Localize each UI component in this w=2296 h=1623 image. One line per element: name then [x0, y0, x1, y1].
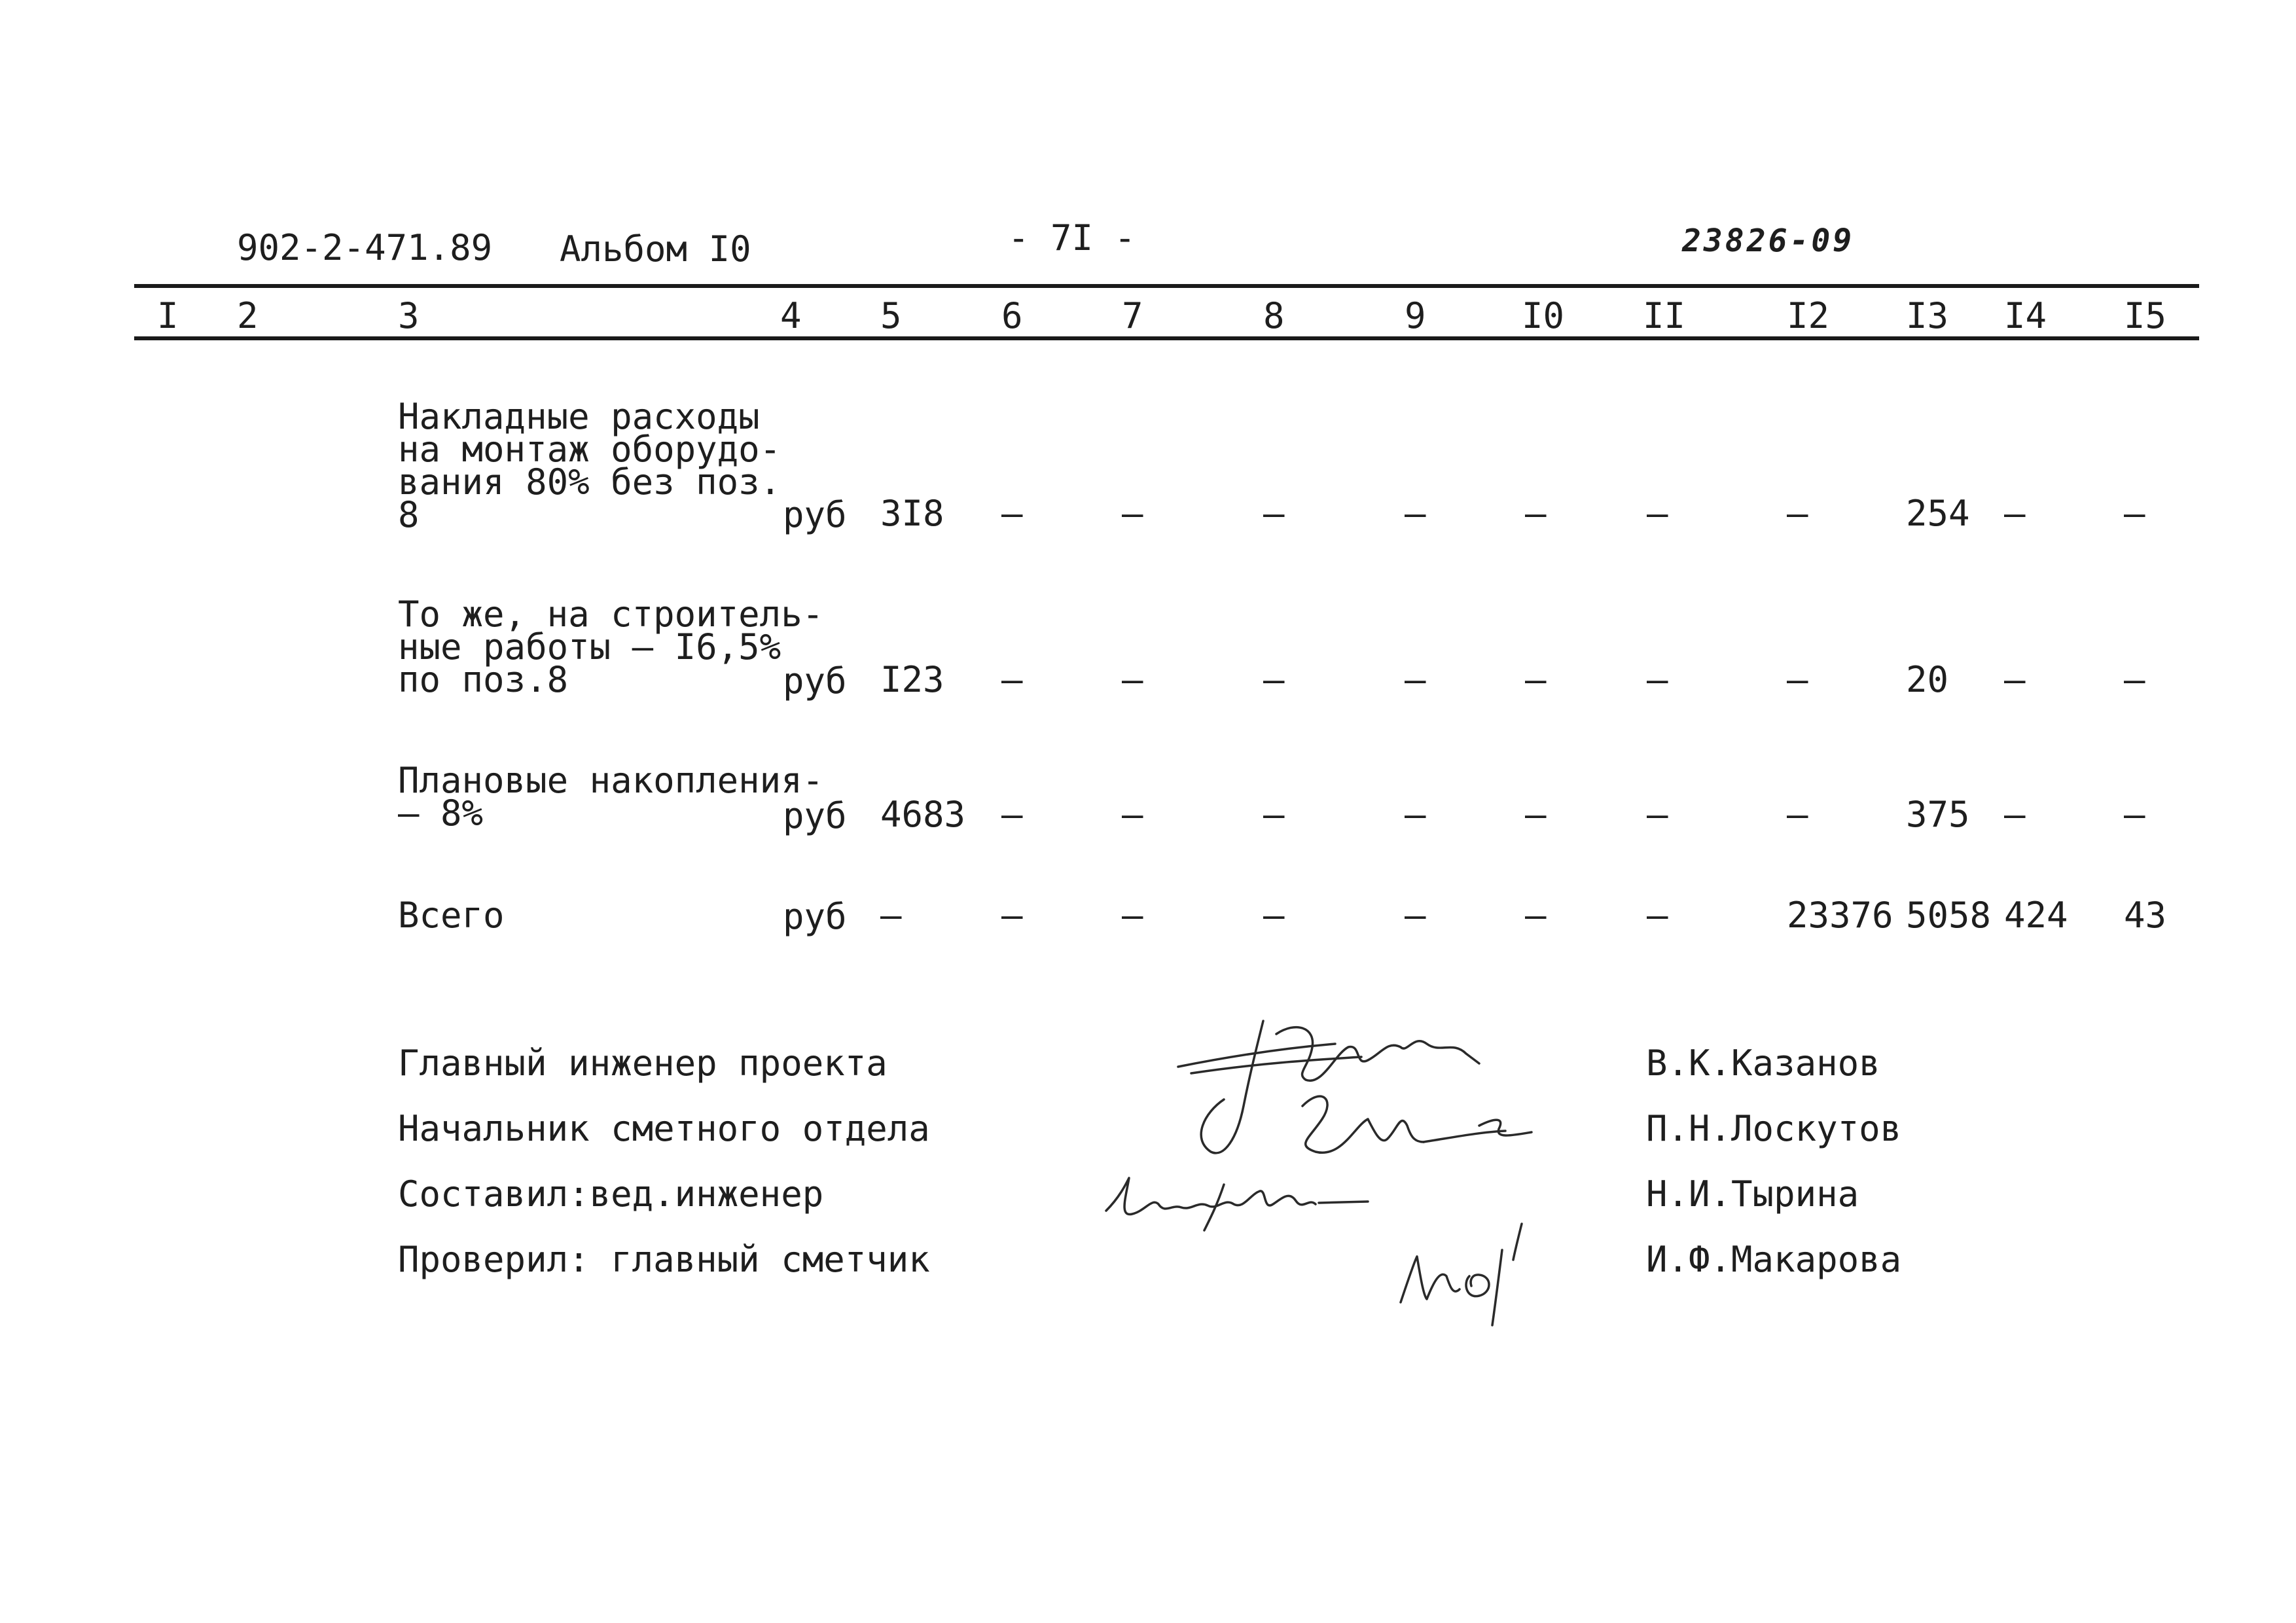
- signatory-name: П.Н.Лоскутов: [1646, 1108, 1902, 1149]
- column-header: II: [1643, 295, 1686, 336]
- cell-col6: –: [1001, 659, 1023, 700]
- cell-col14: –: [2004, 794, 2026, 835]
- column-header: 2: [237, 295, 259, 336]
- cell-col14: 424: [2004, 895, 2068, 936]
- signatory-name: В.К.Казанов: [1646, 1043, 1880, 1084]
- column-header: 9: [1405, 295, 1426, 336]
- row-description: То же, на строитель- ные работы – I6,5% по поз.8: [398, 594, 824, 700]
- cell-col9: –: [1405, 659, 1426, 700]
- cell-col8: –: [1263, 659, 1285, 700]
- signatory-name: Н.И.Тырина: [1646, 1173, 1859, 1215]
- column-header: 8: [1263, 295, 1285, 336]
- column-header: I4: [2004, 295, 2047, 336]
- signature-estimate-head: [1283, 1080, 1545, 1171]
- cell-col8: –: [1263, 895, 1285, 936]
- cell-col7: –: [1122, 794, 1143, 835]
- signature-engineer: [1093, 1158, 1388, 1237]
- cell-col11: –: [1647, 895, 1668, 936]
- cell-col14: –: [2004, 493, 2026, 534]
- row-description: Плановые накопления- – 8%: [398, 760, 824, 834]
- header-top-rule: [134, 284, 2199, 288]
- cell-col10: –: [1525, 493, 1547, 534]
- column-header: I2: [1787, 295, 1830, 336]
- signatory-name: И.Ф.Макарова: [1646, 1239, 1902, 1280]
- cell-col9: –: [1405, 895, 1426, 936]
- cell-col11: –: [1647, 659, 1668, 700]
- cell-col5: 4683: [880, 794, 966, 835]
- row-unit: руб: [783, 896, 847, 937]
- cell-col10: –: [1525, 659, 1547, 700]
- cell-col15: –: [2124, 659, 2145, 700]
- column-header: 4: [780, 295, 802, 336]
- cell-col5: 3I8: [880, 493, 944, 534]
- cell-col6: –: [1001, 493, 1023, 534]
- column-header: 6: [1001, 295, 1023, 336]
- cell-col13: 5058: [1906, 895, 1992, 936]
- page-number: - 7I -: [1008, 217, 1136, 259]
- cell-col11: –: [1647, 794, 1668, 835]
- album-label: Альбом I0: [560, 228, 751, 270]
- cell-col10: –: [1525, 895, 1547, 936]
- row-unit: руб: [783, 660, 847, 702]
- cell-col7: –: [1122, 895, 1143, 936]
- cell-col13: 254: [1906, 493, 1970, 534]
- cell-col12: –: [1787, 659, 1808, 700]
- signatory-position: Главный инженер проекта: [398, 1043, 888, 1084]
- column-header: 5: [880, 295, 902, 336]
- cell-col7: –: [1122, 659, 1143, 700]
- cell-col8: –: [1263, 493, 1285, 534]
- column-header: I: [157, 295, 179, 336]
- cell-col8: –: [1263, 794, 1285, 835]
- row-description: Всего: [398, 895, 505, 936]
- cell-col14: –: [2004, 659, 2026, 700]
- cell-col15: –: [2124, 493, 2145, 534]
- cell-col11: –: [1647, 493, 1668, 534]
- signature-chief-estimator: [1388, 1211, 1551, 1329]
- signatory-position: Проверил: главный сметчик: [398, 1239, 930, 1280]
- column-header: I5: [2124, 295, 2167, 336]
- row-unit: руб: [783, 494, 847, 535]
- signatory-position: Начальник сметного отдела: [398, 1108, 930, 1149]
- cell-col13: 20: [1906, 659, 1949, 700]
- project-code: 902-2-471.89: [237, 227, 493, 268]
- cell-col12: 23376: [1787, 895, 1893, 936]
- cell-col5: –: [880, 895, 902, 936]
- cell-col10: –: [1525, 794, 1547, 835]
- header-bottom-rule: [134, 336, 2199, 340]
- cell-col12: –: [1787, 794, 1808, 835]
- signatory-position: Составил:вед.инженер: [398, 1173, 824, 1215]
- row-description: Накладные расходы на монтаж оборудо- вания 80% без поз. 8: [398, 396, 781, 535]
- row-unit: руб: [783, 795, 847, 836]
- cell-col7: –: [1122, 493, 1143, 534]
- cell-col5: I23: [880, 659, 944, 700]
- cell-col13: 375: [1906, 794, 1970, 835]
- column-header: I0: [1522, 295, 1565, 336]
- column-header: 7: [1122, 295, 1143, 336]
- column-header: 3: [398, 295, 420, 336]
- cell-col6: –: [1001, 895, 1023, 936]
- cell-col9: –: [1405, 794, 1426, 835]
- cell-col12: –: [1787, 493, 1808, 534]
- cell-col15: 43: [2124, 895, 2167, 936]
- cell-col15: –: [2124, 794, 2145, 835]
- archive-number: 23826-09: [1682, 223, 1855, 259]
- column-header: I3: [1906, 295, 1949, 336]
- cell-col6: –: [1001, 794, 1023, 835]
- cell-col9: –: [1405, 493, 1426, 534]
